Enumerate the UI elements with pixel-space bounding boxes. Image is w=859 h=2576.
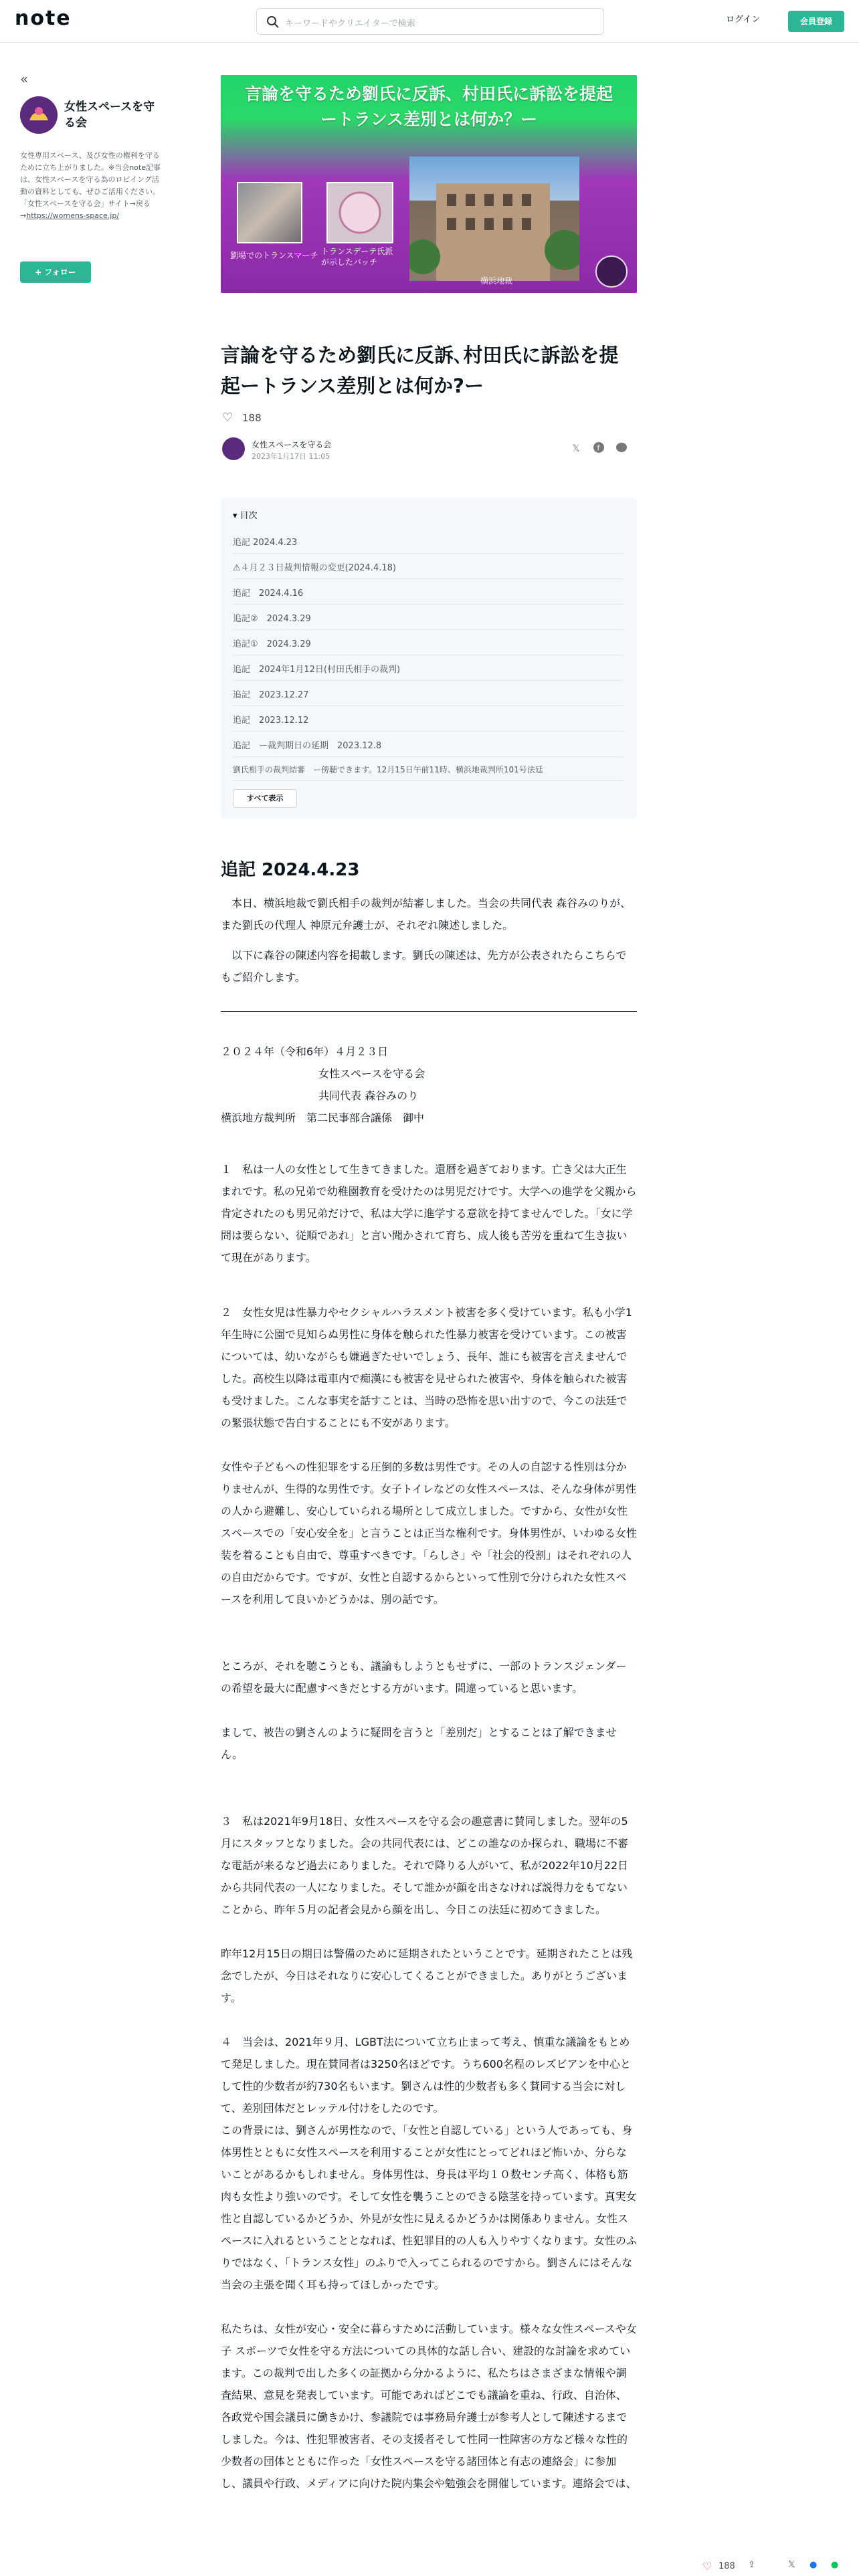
creator-site-link[interactable]: https://womens-space.jp/ — [26, 211, 120, 220]
login-link[interactable]: ログイン — [726, 15, 761, 25]
statement-date: ２０２４年（令和6年）４月２３日 — [221, 1045, 389, 1058]
intro-paragraph-2: 以下に森谷の陳述内容を掲載します。劉氏の陳述は、先方が公表されたらこちらでもご紹介します。 — [221, 949, 627, 984]
creator-avatar[interactable] — [20, 96, 58, 134]
toc-heading-label: 目次 — [240, 511, 258, 521]
statement-paragraph: この背景には、劉さんが男性なので、「女性と自認している」という人であっても、身体男性とともに女性スペースを利用することが女性にとってどれほど怖いか、分らないことがあるかもしれません。身体男性は、身長は平均１０数センチ高く、体格も筋肉も女性より強いのです。そして女性を襲うことのできる陰茎を持っています。真実女性と自認しているかどうか、外見が女性に見えるかどうかは関係ありません。女性スペースに入れるということとなれば、性犯罪目的の人も入りやすくなります。女性のふりではなく、「トランス女性」のふりで入ってこられるのですから。劉さんにはそんな当会の主張を聞く耳も持ってほしかったです。 — [221, 2124, 637, 2291]
caption-badge-line1: トランスデーテ氏派 — [321, 247, 393, 256]
toc-heading[interactable] — [233, 508, 258, 521]
statement-paragraph: 昨年12月15日の期日は警備のために延期されたということです。延期されたことは残念でしたが、今日はそれなりに安心してくることができました。ありがとうございます。 — [221, 1947, 633, 2004]
org-badge-icon — [595, 255, 628, 288]
search-box[interactable] — [256, 8, 604, 35]
creator-logo-icon — [20, 96, 58, 134]
creator-name[interactable]: 女性スペースを守る会 — [64, 100, 155, 130]
toc-item[interactable]: 追記① 2024.3.29 — [233, 637, 624, 655]
floating-share-icon[interactable]: ⇪ — [748, 2560, 755, 2570]
floating-like-count: 188 — [719, 2561, 735, 2571]
toc-item[interactable]: 追記 2024.4.23 — [233, 535, 624, 554]
hero-image — [221, 75, 637, 293]
floating-line-icon[interactable]: ● — [831, 2560, 839, 2570]
statement-paragraph: ４ 当会は、2021年９月、LGBT法について立ち止まって考え、慎重な議論をもとめて発足しました。現在賛同者は3250名ほどです。うち600名程のレズビアンを中心として性的少数者が約730名もいます。劉さんは性的少数者も多く賛同する当会に対して、差別団体だとレッテル付けをしたのです。 — [221, 2036, 631, 2115]
facebook-glyph-icon — [593, 441, 605, 453]
collapse-sidebar-icon[interactable]: « — [20, 71, 29, 87]
intro-paragraph-1: 本日、横浜地裁で劉氏相手の裁判が結審しました。当会の共同代表 森谷みのりが、また劉氏の代理人 神原元弁護士が、それぞれ陳述しました。 — [221, 897, 632, 932]
badge-illustration-icon — [328, 183, 392, 242]
top-header — [0, 0, 859, 43]
statement-paragraph: 女性や子どもへの性犯罪をする圧倒的多数は男性です。その人の自認する性別は分かりませんが、生得的な男性です。女子トイレなどの女性スペースは、そんな身体が男性の人から避難し、安心していられる場所として成立しました。ですから、女性が女性スペースでの「安心安全を」と言うことは正当な権利です。身体男性が、いわゆる女性装を着ることも自由で、尊重すべきです。「らしさ」や「社会的役割」はそれぞれの人の自由だからです。ですが、女性と自認するからといって性別で分けられた女性スペースを利用して良いかどうかは、別の話です。 — [221, 1461, 637, 1606]
hero-title-line1: 言論を守るため劉氏に反訴、村田氏に訴訟を提起 — [244, 84, 613, 104]
search-placeholder: キーワードやクリエイターで検索 — [285, 19, 415, 29]
floating-facebook-icon[interactable]: ● — [809, 2560, 818, 2570]
like-counter[interactable] — [222, 411, 262, 425]
statement-paragraph: 私たちは、女性が安心・安全に暮らすために活動しています。様々な女性スペースや女子 スポーツで女性を守る方法についての具体的な話し合い、建設的な討論を求めています。この裁判で出した多くの証拠から分かるように、私たちはさまざまな情報や調査結果、意見を発表しています。可能であればどこでも議論を重ね、行政、自治体、各政党や国会議員に働きかけ、参議院では事務局弁護士が参考人として陳述するまでしました。今は、性犯罪被害者、その支援者そして性同一性障害の方など様々な性的少数者の団体とともに作った「女性スペースを守る諸団体と有志の連絡会」に参加し、議員や行政、メディアに向けた院内集会や勉強会を開催しています。連絡会では、 — [221, 2323, 637, 2490]
statement-paragraph: まして、被告の劉さんのように疑問を言うと「差別だ」とすることは了解できません。 — [221, 1726, 617, 1761]
photo-badge — [326, 182, 393, 243]
toc-item[interactable]: ⚠４月２３日裁判情報の変更(2024.4.18) — [233, 560, 624, 579]
toc-caret-icon: ▾ — [233, 511, 240, 521]
photo-court-building — [409, 156, 579, 281]
heart-icon[interactable]: ♡ — [222, 411, 233, 425]
author-name[interactable]: 女性スペースを守る会 — [252, 440, 332, 449]
table-of-contents — [221, 498, 637, 819]
signup-button[interactable]: 会員登録 — [788, 11, 844, 32]
note-logo[interactable]: note — [15, 7, 72, 30]
toc-item[interactable]: 劉氏相手の裁判結審 ー傍聴できます。12月15日午前11時、横浜地裁判所101号法廷 — [233, 764, 624, 781]
article-title: 言論を守るため劉氏に反訴､村田氏に訴訟を提起ートランス差別とは何か?ー — [221, 344, 619, 397]
author-avatar[interactable] — [222, 437, 245, 460]
photo-trans-march — [237, 182, 302, 243]
toc-item[interactable]: 追記 ー裁判期日の延期 2023.12.8 — [233, 738, 624, 757]
x-share-icon[interactable]: 𝕏 — [572, 443, 580, 454]
follow-button[interactable]: + フォロー — [20, 261, 91, 283]
hero-title-line2: ートランス差別とは何か？ー — [320, 110, 538, 129]
creator-description-text: 女性専用スペース、及び女性の権利を守るために立ち上がりました。※当会note記事は、女性スペースを守る為のロビイング活動の資料としても、ぜひご活用ください。「女性スペースを守る会」サイト→戻る→ — [20, 151, 161, 220]
statement-representative: 共同代表 森谷みのり — [318, 1089, 419, 1102]
toc-item[interactable]: 追記 2023.12.12 — [233, 713, 624, 732]
statement-paragraph: ３ 私は2021年9月18日、女性スペースを守る会の趣意書に賛同しました。翌年の5月にスタッフとなりました。会の共同代表には、どこの誰なのか探られ、職場に不審な電話が来るなど過去にありました。それで降りる人がいて、私が2022年10月22日から共同代表の一人になりました。そして誰かが顔を出さなければ説得力をもてないことから、昨年５月の記者会見から顔を出し、今日この法廷に初めてきました。 — [221, 1815, 629, 1916]
toc-item[interactable]: 追記 2023.12.27 — [233, 687, 624, 706]
publish-date: 2023年1月17日 11:05 — [252, 452, 330, 461]
section-heading: 追記 2024.4.23 — [221, 860, 360, 880]
floating-heart-icon[interactable]: ♡ — [702, 2560, 712, 2573]
caption-badge — [321, 246, 393, 267]
search-icon — [266, 15, 280, 29]
statement-paragraph: １ 私は一人の女性として生きてきました。還暦を過ぎております。亡き父は大正生まれです。私の兄弟で幼稚園教育を受けたのは男児だけです。大学への進学を父親から肯定されたのも男兄弟だけで、私は大学に進学する意欲を持てませんでした。「女に学問は要らない、従順であれ」と言い聞かされて育ち、成人後も苦労を重ねて生き抜いて現在があります。 — [221, 1163, 637, 1264]
statement-court: 横浜地方裁判所 第二民事部合議係 御中 — [221, 1111, 425, 1124]
section-divider — [221, 1011, 637, 1012]
svg-text:f: f — [597, 443, 600, 453]
statement-paragraph: ところが、それを聴こうとも、議論もしようともせずに、一部のトランスジェンダーの希望を最大に配慮すべきだとする方がいます。間違っていると思います。 — [221, 1660, 627, 1695]
line-share-icon[interactable] — [614, 441, 629, 456]
statement-org: 女性スペースを守る会 — [318, 1067, 425, 1080]
floating-x-icon[interactable]: 𝕏 — [788, 2560, 795, 2570]
facebook-share-icon[interactable] — [591, 441, 606, 456]
caption-badge-line2: が示したバッチ — [321, 257, 378, 267]
floating-action-bar — [694, 2559, 859, 2576]
caption-court: 横浜地裁 — [480, 276, 513, 286]
line-glyph-icon — [615, 441, 628, 453]
caption-trans-march: 劉場でのトランスマーチ — [230, 251, 318, 260]
toc-item[interactable]: 追記 2024.4.16 — [233, 586, 624, 605]
like-count: 188 — [242, 412, 262, 424]
hero-title — [221, 82, 637, 132]
toc-item[interactable]: 追記 2024年1月12日(村田氏相手の裁判) — [233, 662, 624, 681]
court-building-icon — [409, 156, 579, 281]
toc-show-all-button[interactable]: すべて表示 — [233, 789, 297, 808]
statement-paragraph: ２ 女性女児は性暴力やセクシャルハラスメント被害を多く受けています。私も小学1年生時に公園で見知らぬ男性に身体を触られた性暴力被害を受けています。この被害については、幼いながらも嫌過ぎたせいでしょう、長年、誰にも被害を言えませんでした。高校生以降は電車内で痴漢にも被害を見せられた被害や、身体を触られた被害も受けました。こんな事実を話すことは、当時の恐怖を思い出すので、今この法廷での緊張状態で告白することにも不安があります。 — [221, 1306, 632, 1429]
toc-item[interactable]: 追記② 2024.3.29 — [233, 611, 624, 630]
creator-description — [20, 150, 163, 222]
